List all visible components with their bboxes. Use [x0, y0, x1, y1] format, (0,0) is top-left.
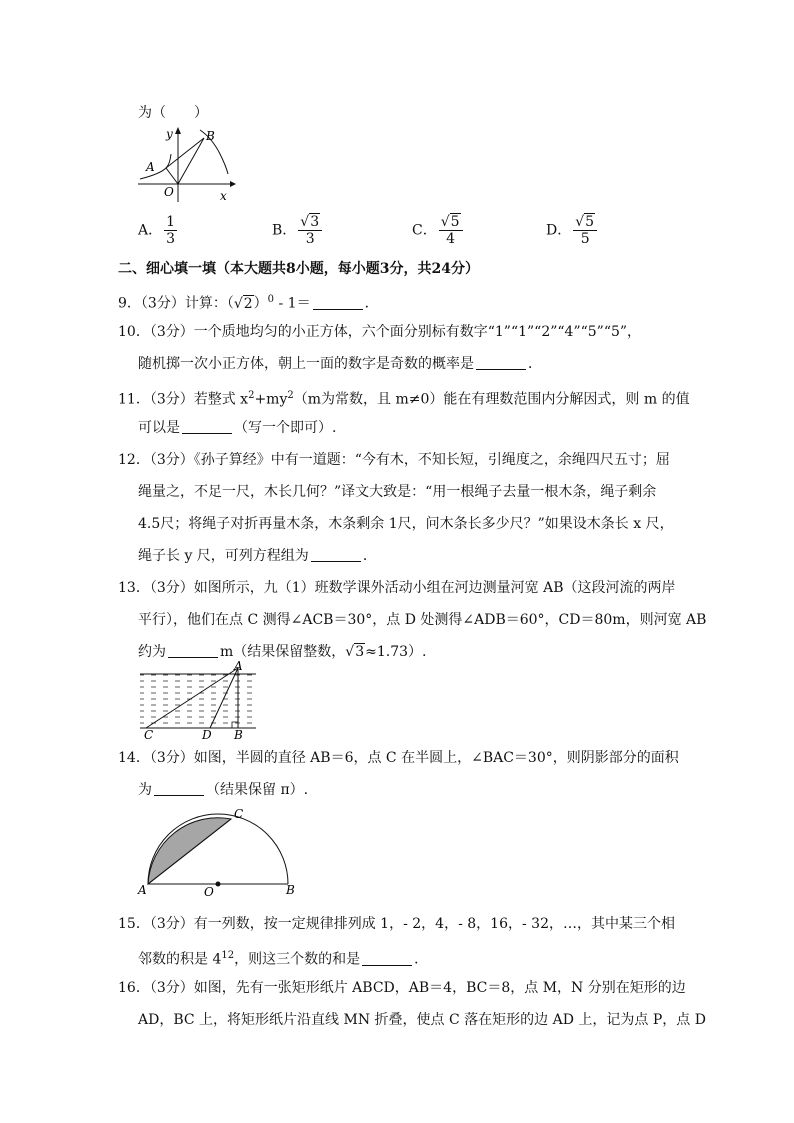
q9-answer-blank[interactable]: [313, 295, 363, 310]
curve-left: [140, 154, 171, 179]
q8-coordinate-figure: [130, 124, 240, 206]
center-O: [216, 882, 221, 887]
segment-OA: [166, 168, 178, 184]
label-A: A: [234, 660, 243, 673]
segment-OB: [178, 138, 204, 184]
question-16-line-2: AD，BC 上，将矩形纸片沿直线 MN 折叠，使点 C 落在矩形的边 AD 上，记为点 P，点 D: [138, 1012, 706, 1028]
question-13-line-2: 平行），他们在点 C 测得∠ACB＝30°，点 D 处测得∠ADB＝60°，CD＝80m，则河宽 AB: [138, 612, 707, 628]
label-C: C: [234, 807, 244, 821]
label-C: C: [144, 728, 154, 740]
label-B: B: [206, 129, 215, 143]
question-10-line-2: 随机掷一次小正方体，朝上一面的数字是奇数的概率是 ．: [138, 356, 542, 372]
label-x: x: [220, 189, 227, 203]
q11-answer-blank[interactable]: [182, 419, 232, 434]
question-14-line-1: 14．（3分）如图，半圆的直径 AB＝6，点 C 在半圆上，∠BAC＝30°，则阴影部分的面积: [118, 750, 679, 766]
question-12-line-4: 绳子长 y 尺，可列方程组为 ．: [138, 548, 377, 564]
question-9: 9．（3分）计算：$(√2)^0 - 1=$ ．: [118, 294, 379, 312]
label-B: B: [234, 728, 243, 740]
y-axis-arrow: [175, 127, 181, 134]
q8-option-a[interactable]: A． $\frac{1}{3}$: [138, 214, 176, 247]
question-10-line-1: 10．（3分）一个质地均匀的小正方体，六个面分别标有数字“1”“1”“2”“4”“5”“5”，: [118, 324, 642, 340]
q12-answer-blank[interactable]: [311, 547, 361, 562]
x-axis-arrow: [230, 181, 236, 187]
q10-answer-blank[interactable]: [476, 355, 526, 370]
question-13-line-1: 13．（3分）如图所示，九（1）班数学课外活动小组在河边测量河宽 AB（这段河流的两岸: [118, 580, 676, 596]
q15-answer-blank[interactable]: [362, 951, 412, 966]
label-O: O: [164, 185, 174, 199]
question-13-line-3: 约为 m（结果保留整数，√3≈1.73）.: [138, 644, 427, 660]
q13-answer-blank[interactable]: [168, 643, 218, 658]
question-16-line-1: 16．（3分）如图，先有一张矩形纸片 ABCD，AB＝4，BC＝8，点 M，N 分别在矩形的边: [118, 980, 686, 996]
segment-AB: [166, 138, 204, 168]
q13-river-figure: [138, 660, 268, 740]
q8-stem-tail: 为（ ）: [138, 105, 208, 121]
label-B: B: [286, 883, 295, 896]
q8-option-b[interactable]: B． $\frac{√3}{3}$: [272, 214, 324, 247]
label-O: O: [204, 885, 214, 896]
question-15-line-2: 邻数的积是 $4^{12}$，则这三个数的和是 ．: [138, 950, 429, 968]
question-11-line-1: 11．（3分）若整式 $x^2+my^2(m$为常数，且 m≠0）能在有理数范围内分解因式，则 m 的值: [118, 390, 690, 408]
q14-semicircle-figure: [136, 802, 300, 896]
label-y: y: [166, 127, 173, 141]
q8-option-d[interactable]: D． $\frac{√5}{5}$: [546, 214, 599, 247]
question-12-line-1: 12．（3分）《孙子算经》中有一道题：“今有木，不知长短，引绳度之，余绳四尺五寸；屈: [118, 452, 670, 468]
q8-option-c[interactable]: C． $\frac{√5}{4}$: [412, 214, 465, 247]
label-A: A: [146, 160, 155, 174]
question-11-line-2: 可以是 （写一个即可）.: [138, 420, 337, 436]
question-12-line-2: 绳量之，不足一尺，木长几何？”译文大致是：“用一根绳子去量一根木条，绳子剩余: [138, 484, 657, 500]
label-D: D: [202, 728, 212, 740]
question-15-line-1: 15．（3分）有一列数，按一定规律排列成 1，- 2，4，- 8，16，- 32，…，其中某三个相: [118, 916, 675, 932]
q14-answer-blank[interactable]: [154, 781, 204, 796]
section-2-heading: 二、细心填一填（本大题共8小题，每小题3分，共24分）: [118, 261, 479, 277]
label-A: A: [138, 883, 147, 896]
question-12-line-3: 4.5尺；将绳子对折再量木条，木条剩余 1尺，问木条长多少尺？”如果设木条长 x 尺，: [138, 516, 674, 532]
river-water: [140, 674, 256, 728]
question-14-line-2: 为 （结果保留 π）.: [138, 782, 309, 798]
